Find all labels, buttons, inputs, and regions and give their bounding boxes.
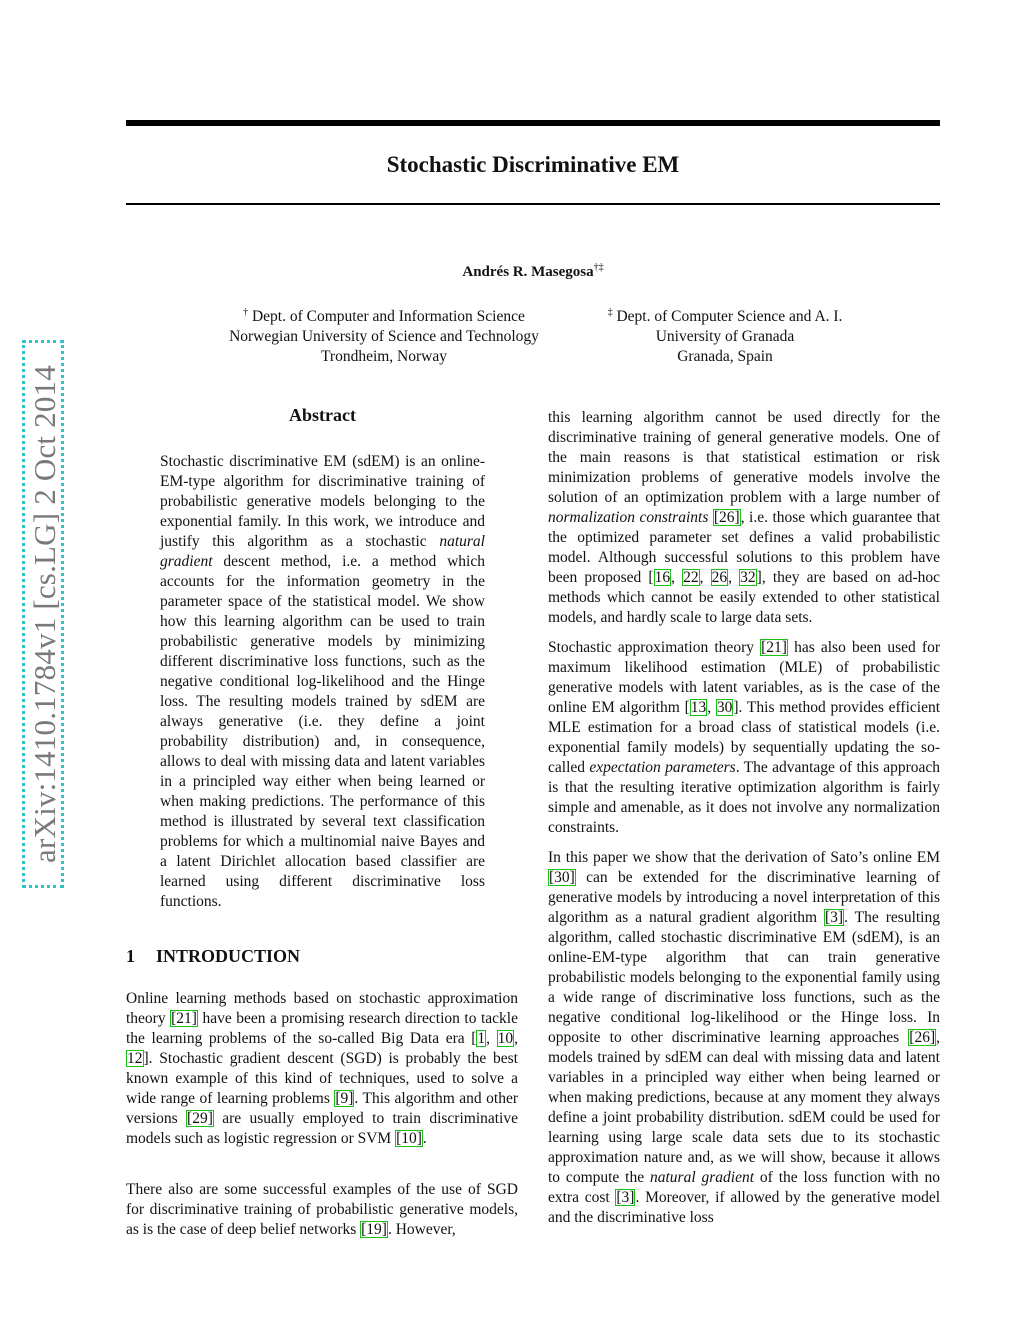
citation-link[interactable]: 22 [683, 569, 699, 586]
section-number: 1 [126, 946, 135, 966]
citation-link[interactable]: 10 [497, 1030, 514, 1047]
affiliation-2-line1 [560, 303, 890, 327]
emphasis-text: expectation parameters [589, 759, 736, 776]
affiliation-1 [184, 303, 584, 367]
citation-link[interactable]: [3] [616, 1189, 635, 1206]
citation-link[interactable]: [29] [187, 1110, 213, 1127]
affiliation-1-dept: Dept. of Computer and Information Science [251, 308, 525, 326]
intro-paragraph-2: There also are some successful examples of the use of SGD for discriminative training of probabilistic generative models, as is the case of deep belief networks [19]. However, [126, 1181, 518, 1238]
title-bottom-rule [126, 203, 940, 205]
citation-link[interactable]: 13 [690, 699, 707, 716]
intro-paragraph-5: In this paper we show that the derivation of Sato’s online EM [30] can be extended for the discriminative learning of generative models by introducing a novel interpretation of this algorithm as a natural gradient algorithm [3]. The resulting algorithm, called stochastic discriminative EM (sdEM), is an online-EM-type algorithm that can train generative probabilistic models belonging to the exponential family using a wide range of discriminative loss functions, such as the negative conditional log-likelihood or the Hinge loss. In opposite to other discriminative learning approaches [26], models trained by sdEM can deal with missing data and latent variables in a principled way either when being learned or when making predictions, because at any moment they always define a joint probability distribution. sdEM could be used for learning using large scale data sets due to its stochastic approximation nature and, as we will show, because it allows to compute the natural gradient of the loss function with no extra cost [3]. Moreover, if allowed by the generative model and the discriminative loss [548, 849, 940, 1226]
intro-paragraph-4: Stochastic approximation theory [21] has also been used for maximum likelihood estimation (MLE) of probabilistic generative models with latent variables, as is the case of the online EM algorithm [13, 30]. This method provides efficient MLE estimation for a broad class of statistical models (i.e. exponential family models) by sequentially updating the so-called expectation parameters. The advantage of this approach is that the resulting iterative optimization algorithm is fairly simple and amenable, as it does not involve any normalization constraints. [548, 639, 941, 836]
paper-title: Stochastic Discriminative EM [386, 152, 680, 177]
affiliation-2-mark: ‡ [607, 307, 613, 318]
intro-paragraph-3: this learning algorithm cannot be used directly for the discriminative training of general generative models. One of the main reasons is that statistical estimation or risk minimization problems of generative models involve the solution of an optimization problem with a large number of normalization constraints [26], i.e. those which guarantee that the optimized parameter set defines a valid probabilistic model. Although successful solutions to this problem have been proposed [16, 22, 26, 32], they are based on ad-hoc methods which cannot be easily extended to other statistical models, and hardly scale to large data sets. [548, 409, 941, 626]
citation-link[interactable]: 16 [654, 569, 671, 586]
affiliation-2 [560, 303, 890, 367]
citation-link[interactable]: [21] [761, 639, 787, 656]
emphasis-text: normalization constraints [548, 509, 709, 526]
section-heading [126, 946, 300, 967]
arxiv-stamp-text: arXiv:1410.1784v1 [cs.LG] 2 Oct 2014 [27, 365, 62, 863]
title-top-rule [126, 120, 940, 126]
author-name: Andrés R. Masegosa [462, 264, 594, 280]
affiliation-1-mark: † [243, 307, 249, 318]
affiliation-2-line3: Granada, Spain [677, 348, 773, 366]
citation-link[interactable]: [10] [396, 1130, 422, 1147]
citation-link[interactable]: 1 [477, 1030, 486, 1047]
section-title: INTRODUCTION [156, 946, 301, 966]
citation-link[interactable]: [30] [549, 869, 575, 886]
citation-link[interactable]: 12 [127, 1050, 143, 1067]
affiliation-2-line2: University of Granada [655, 328, 795, 346]
citation-link[interactable]: [21] [171, 1010, 197, 1027]
citation-link[interactable]: [9] [335, 1090, 354, 1107]
affiliation-1-line2: Norwegian University of Science and Technology [229, 328, 539, 346]
citation-link[interactable]: [26] [909, 1029, 936, 1046]
citation-link[interactable]: 26 [711, 569, 728, 586]
affiliation-1-line1 [184, 303, 584, 327]
affiliation-1-line3: Trondheim, Norway [320, 348, 447, 366]
abstract-body: Stochastic discriminative EM (sdEM) is an online-EM-type algorithm for discriminative training of probabilistic generative models belonging to the exponential family. In this work, we introduce and justify this algorithm as a stochastic natural gradient descent method, i.e. a method which accounts for the information geometry in the parameter space of the statistical model. We show how this learning algorithm can be used to train probabilistic generative models by minimizing different discriminative loss functions, such as the negative conditional log-likelihood and the Hinge loss. The resulting models trained by sdEM are always generative (i.e. they define a joint probability distribution) and, in consequence, allows to deal with missing data and latent variables in a principled way either when being learned or when making predictions. The performance of this method is illustrated by several text classification problems for which a multinomial naive Bayes and a latent Dirichlet allocation based classifier are learned using different discriminative loss functions. [160, 453, 485, 910]
author-marks: †‡ [593, 262, 604, 273]
citation-link[interactable]: 30 [716, 699, 733, 716]
citation-link[interactable]: 32 [740, 569, 756, 586]
affiliation-2-dept: Dept. of Computer Science and A. I. [616, 308, 843, 326]
citation-link[interactable]: [3] [825, 909, 844, 926]
intro-paragraph-1: Online learning methods based on stochastic approximation theory [21] have been a promising research direction to tackle the learning problems of the so-called Big Data era [1, 10, 12]. Stochastic gradient descent (SGD) is probably the best known example of this kind of techniques, used to solve a wide range of learning problems [9]. This algorithm and other versions [29] are usually employed to train discriminative models such as logistic regression or SVM [10]. [126, 990, 519, 1147]
citation-link[interactable]: [26] [713, 509, 740, 526]
emphasis-text: natural gradient [650, 1169, 755, 1186]
abstract-emphasis: natural gradient [160, 533, 485, 570]
citation-link[interactable]: [19] [361, 1221, 387, 1238]
abstract-heading: Abstract [289, 405, 356, 425]
author-line [126, 262, 940, 281]
